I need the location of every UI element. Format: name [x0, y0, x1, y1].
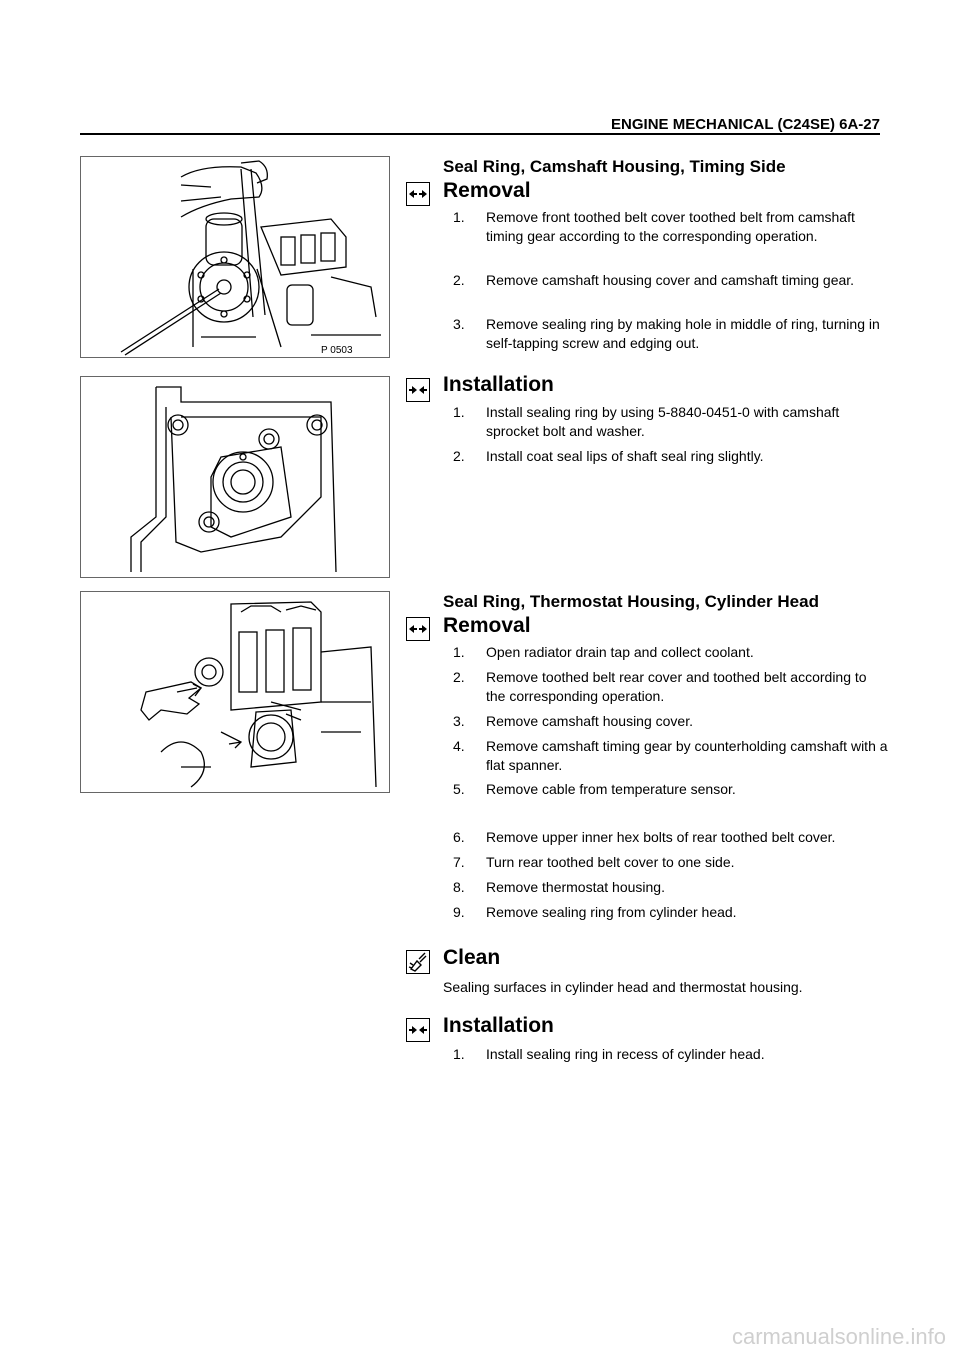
step-text: Remove sealing ring from cylinder head.	[486, 904, 737, 920]
watermark: carmanualsonline.info	[731, 1324, 946, 1349]
list-item	[443, 828, 888, 847]
clean-text: Sealing surfaces in cylinder head and thermostat housing.	[443, 979, 803, 995]
step-number: 9.	[453, 904, 465, 920]
step-text: Remove camshaft housing cover.	[486, 713, 693, 729]
step-number: 7.	[453, 854, 465, 870]
step-text: Remove cable from temperature sensor.	[486, 781, 736, 797]
step-text: Remove camshaft housing cover and camshaft timing gear.	[486, 272, 855, 288]
section2-installation-heading: Installation	[443, 1014, 554, 1037]
figure-thermostat-housing	[80, 591, 390, 793]
step-number: 1.	[453, 644, 465, 660]
step-number: 5.	[453, 781, 465, 797]
list-item	[443, 853, 888, 872]
removal-arrows-icon	[406, 182, 430, 206]
section2-removal-heading: Removal	[443, 614, 531, 637]
step-number: 3.	[453, 316, 465, 332]
header-rule	[80, 133, 880, 135]
figure-camshaft-timing-gear	[80, 156, 390, 358]
step-text: Remove camshaft timing gear by counterholding camshaft with a flat spanner.	[486, 738, 888, 773]
step-text: Install sealing ring in recess of cylinder head.	[486, 1046, 765, 1062]
step-text: Install sealing ring by using 5-8840-0451-0 with camshaft sprocket bolt and washer.	[486, 404, 840, 439]
step-text: Remove sealing ring by making hole in middle of ring, turning in self-tapping screw and edging out.	[486, 316, 880, 351]
step-text: Remove front toothed belt cover toothed belt from camshaft timing gear according to the corresponding operation.	[486, 209, 855, 244]
step-text: Remove thermostat housing.	[486, 879, 665, 895]
removal-arrows-icon	[406, 617, 430, 641]
step-text: Turn rear toothed belt cover to one side.	[486, 854, 735, 870]
step-text: Open radiator drain tap and collect coolant.	[486, 644, 754, 660]
section1-installation-heading: Installation	[443, 373, 554, 396]
step-text: Install coat seal lips of shaft seal ring slightly.	[486, 448, 764, 464]
section1-removal-heading: Removal	[443, 179, 531, 202]
step-text: Remove upper inner hex bolts of rear toothed belt cover.	[486, 829, 836, 845]
page-header: ENGINE MECHANICAL (C24SE) 6A-27	[611, 116, 880, 133]
list-item	[443, 780, 888, 799]
figure-code: P 0503	[321, 345, 353, 356]
step-number: 1.	[453, 404, 465, 420]
installation-arrows-icon	[406, 1018, 430, 1042]
step-number: 6.	[453, 829, 465, 845]
clean-heading: Clean	[443, 946, 501, 969]
figure-timing-cover	[80, 376, 390, 578]
step-number: 2.	[453, 272, 465, 288]
step-text: Remove toothed belt rear cover and toothed belt according to the corresponding operation.	[486, 669, 867, 704]
clean-brush-icon	[406, 950, 430, 974]
list-item	[443, 712, 888, 731]
step-number: 4.	[453, 738, 465, 754]
step-number: 2.	[453, 448, 465, 464]
list-item	[443, 1045, 888, 1064]
list-item	[443, 447, 888, 466]
list-item	[443, 737, 888, 775]
list-item	[443, 878, 888, 897]
list-item	[443, 315, 888, 353]
section1-title: Seal Ring, Camshaft Housing, Timing Side	[443, 157, 786, 176]
step-number: 1.	[453, 1046, 465, 1062]
section2-title: Seal Ring, Thermostat Housing, Cylinder Head	[443, 592, 819, 611]
step-number: 8.	[453, 879, 465, 895]
step-number: 2.	[453, 669, 465, 685]
list-item	[443, 643, 888, 662]
installation-arrows-icon	[406, 378, 430, 402]
list-item	[443, 208, 888, 246]
list-item	[443, 271, 888, 290]
step-number: 1.	[453, 209, 465, 225]
list-item	[443, 403, 888, 441]
list-item	[443, 668, 888, 706]
step-number: 3.	[453, 713, 465, 729]
list-item	[443, 903, 888, 922]
